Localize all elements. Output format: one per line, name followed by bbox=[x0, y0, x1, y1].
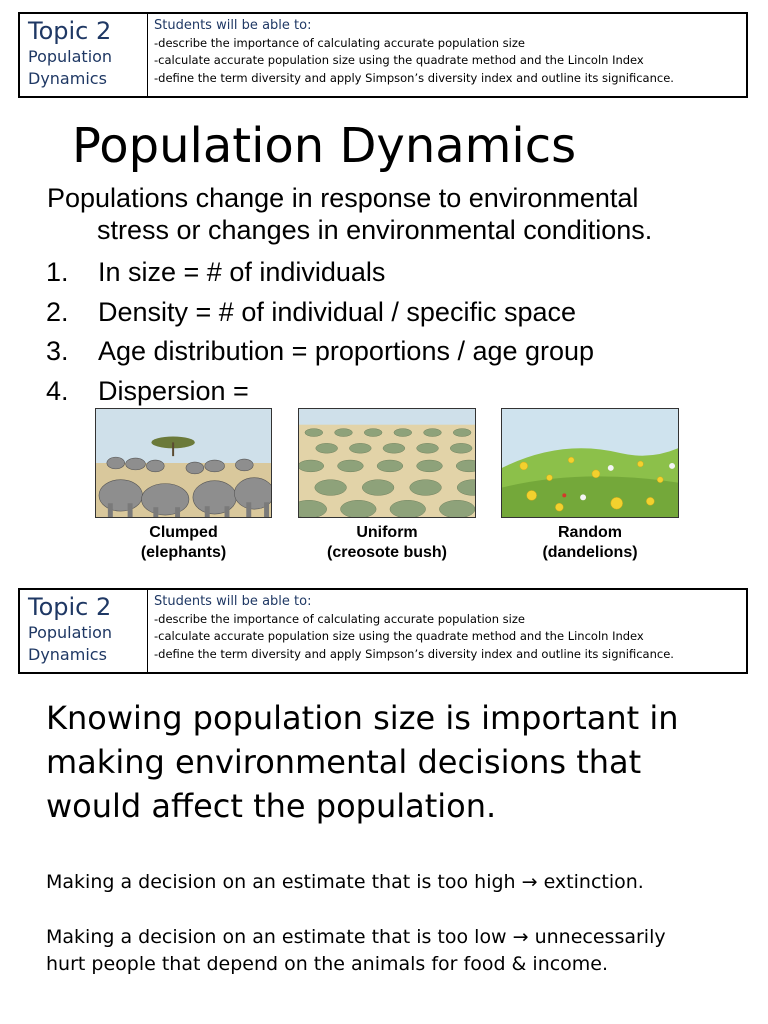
caption-example: (creosote bush) bbox=[326, 544, 447, 561]
caption-title: Random bbox=[558, 524, 622, 541]
list-item bbox=[46, 372, 594, 412]
objective-item: -calculate accurate population size using the quadrate method and the Lincoln Index bbox=[154, 629, 644, 643]
estimate-too-low-text bbox=[46, 924, 756, 978]
caption-example: (elephants) bbox=[140, 544, 227, 561]
topic-box-bottom bbox=[18, 588, 748, 674]
objectives bbox=[148, 14, 746, 96]
list-number: 4. bbox=[46, 375, 69, 406]
importance-line: Knowing population size is important in bbox=[46, 699, 679, 737]
list-item bbox=[46, 293, 594, 333]
clumped-caption bbox=[95, 523, 272, 563]
list-item bbox=[46, 253, 594, 293]
paragraph-line: Making a decision on an estimate that is too high → extinction. bbox=[46, 871, 644, 893]
uniform-caption bbox=[298, 523, 476, 563]
topic-title: Topic 2 bbox=[28, 593, 112, 621]
topic-subtitle: Dynamics bbox=[28, 645, 107, 664]
intro-text bbox=[47, 182, 747, 246]
caption-title: Clumped bbox=[149, 524, 218, 541]
objective-item: -describe the importance of calculating accurate population size bbox=[154, 611, 525, 626]
paragraph-line: hurt people that depend on the animals for food & income. bbox=[46, 953, 609, 975]
topic-subtitle: Population bbox=[28, 47, 113, 66]
elephant-herd-image bbox=[95, 408, 272, 518]
population-change-list bbox=[46, 253, 594, 411]
objective-item: -define the term diversity and apply Simpson’s diversity index and outline its significance. bbox=[154, 70, 674, 85]
topic-subtitle: Population bbox=[28, 623, 113, 642]
list-text: Dispersion = bbox=[98, 375, 249, 406]
objective-item: -describe the importance of calculating accurate population size bbox=[154, 35, 525, 50]
topic-box-top bbox=[18, 12, 748, 98]
topic-label bbox=[20, 590, 148, 672]
creosote-bush-image bbox=[298, 408, 476, 518]
objectives-heading: Students will be able to: bbox=[154, 594, 312, 609]
objective-item: -define the term diversity and apply Simpson’s diversity index and outline its significance. bbox=[154, 646, 674, 661]
dandelion-field-image bbox=[501, 408, 679, 518]
topic-label bbox=[20, 14, 148, 96]
page-title: Population Dynamics bbox=[72, 118, 577, 174]
list-number: 1. bbox=[46, 257, 69, 287]
objectives-heading: Students will be able to: bbox=[154, 18, 312, 33]
caption-example: (dandelions) bbox=[542, 544, 638, 561]
intro-line: Populations change in response to environmental bbox=[47, 183, 639, 213]
objective-item: -calculate accurate population size using the quadrate method and the Lincoln Index bbox=[154, 53, 644, 67]
importance-line: making environmental decisions that bbox=[46, 743, 642, 781]
estimate-too-high-text bbox=[46, 869, 756, 896]
objectives bbox=[148, 590, 746, 672]
importance-line: would affect the population. bbox=[46, 787, 497, 825]
importance-statement bbox=[46, 696, 756, 828]
topic-title: Topic 2 bbox=[28, 17, 112, 45]
intro-line: stress or changes in environmental conditions. bbox=[97, 215, 653, 245]
list-number: 3. bbox=[46, 336, 69, 366]
list-item bbox=[46, 332, 594, 372]
topic-subtitle: Dynamics bbox=[28, 69, 107, 88]
list-text: In size = # of individuals bbox=[98, 257, 386, 287]
caption-title: Uniform bbox=[356, 524, 418, 541]
random-caption bbox=[501, 523, 679, 563]
list-number: 2. bbox=[46, 296, 69, 327]
paragraph-line: Making a decision on an estimate that is too low → unnecessarily bbox=[46, 926, 666, 948]
list-text: Density = # of individual / specific space bbox=[98, 296, 576, 327]
list-text: Age distribution = proportions / age group bbox=[98, 336, 595, 366]
